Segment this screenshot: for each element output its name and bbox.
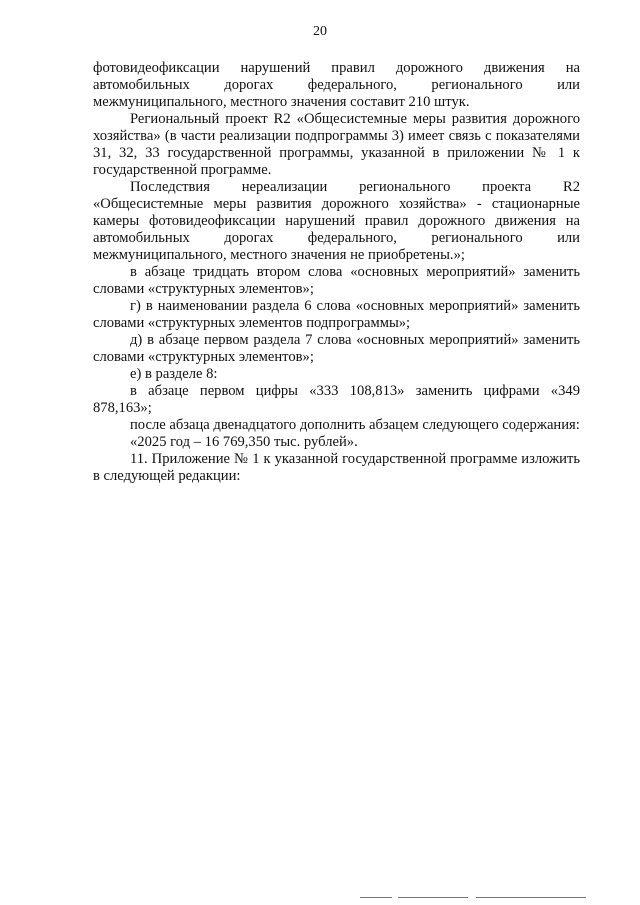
footer-rule <box>476 897 586 898</box>
footer-rule <box>360 897 392 898</box>
page-number: 20 <box>313 24 327 39</box>
footer-rule <box>398 897 468 898</box>
paragraph: после абзаца двенадцатого дополнить абзацем следующего содержания: <box>130 417 580 433</box>
paragraph: 11. Приложение № 1 к указанной государственной программе изложить в следующей редакции: <box>93 451 580 484</box>
paragraph: «2025 год – 16 769,350 тыс. рублей». <box>130 434 358 450</box>
paragraph: е) в разделе 8: <box>130 366 218 382</box>
paragraph: Региональный проект R2 «Общесистемные меры развития дорожного хозяйства» (в части реализации подпрограммы 3) имеет связь с показателями 31, 32, 33 государственной программы, указанной в приложении № 1 к государственной программе. <box>93 111 580 178</box>
paragraph: д) в абзаце первом раздела 7 слова «основных мероприятий» заменить словами «структурных элементов»; <box>93 332 580 365</box>
paragraph: в абзаце тридцать втором слова «основных мероприятий» заменить словами «структурных элементов»; <box>93 264 580 297</box>
paragraph: Последствия нереализации регионального проекта R2 «Общесистемные меры развития дорожного хозяйства» - стационарные камеры фотовидеофиксации нарушений правил дорожного движения на автомобильных дорогах федерального, регионального или межмуниципального, местного значения не приобретены.»; <box>93 179 580 263</box>
paragraph: фотовидеофиксации нарушений правил дорожного движения на автомобильных дорогах федерального, регионального или межмуниципального, местного значения составит 210 штук. <box>93 60 580 110</box>
paragraph: г) в наименовании раздела 6 слова «основных мероприятий» заменить словами «структурных элементов подпрограммы»; <box>93 298 580 331</box>
document-body <box>93 60 580 485</box>
paragraph: в абзаце первом цифры «333 108,813» заменить цифрами «349 878,163»; <box>93 383 580 416</box>
